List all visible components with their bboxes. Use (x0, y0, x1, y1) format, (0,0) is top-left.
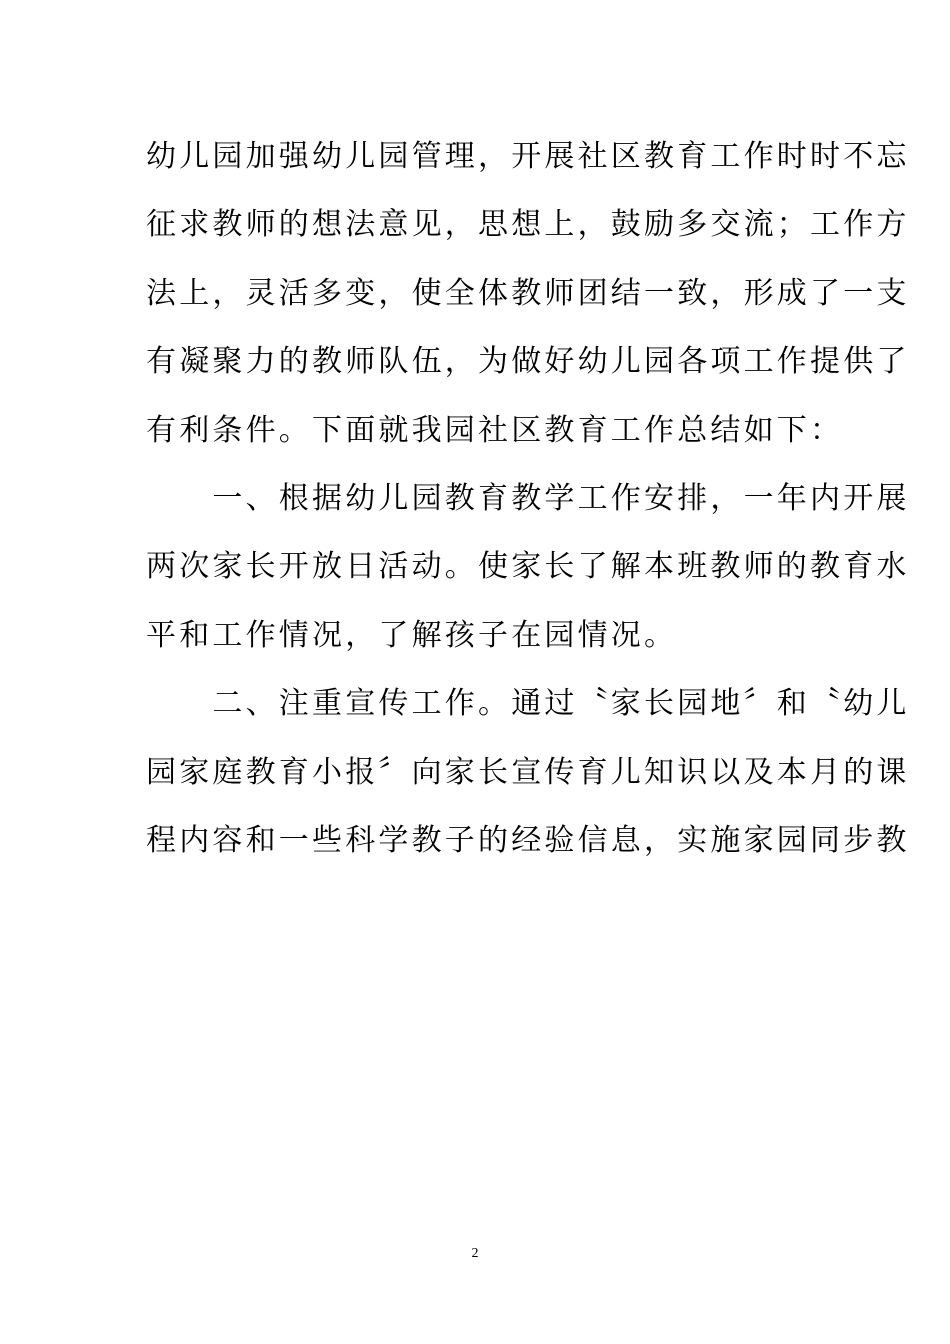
page-number: 2 (471, 1246, 479, 1261)
body-text (146, 123, 910, 875)
text-line-10: 园家庭教育小报〞向家长宣传育儿知识以及本月的课 (146, 754, 910, 790)
text-line-6: 一、根据幼儿园教育教学工作安排，一年内开展 (146, 480, 910, 516)
text-line-4: 有凝聚力的教师队伍，为做好幼儿园各项工作提供了 (146, 344, 910, 380)
text-line-2: 征求教师的想法意见，思想上，鼓励多交流；工作方 (146, 207, 910, 243)
text-line-7: 两次家长开放日活动。使家长了解本班教师的教育水 (146, 549, 910, 585)
text-line-5: 有利条件。下面就我园社区教育工作总结如下： (146, 412, 844, 448)
text-line-9: 二、注重宣传工作。通过〝家长园地〞和〝幼儿 (146, 686, 910, 722)
text-line-3: 法上，灵活多变，使全体教师团结一致，形成了一支 (146, 275, 910, 311)
text-line-8: 平和工作情况，了解孩子在园情况。 (146, 617, 678, 653)
text-line-11: 程内容和一些科学教子的经验信息，实施家园同步教 (146, 822, 910, 858)
text-line-1: 幼儿园加强幼儿园管理，开展社区教育工作时时不忘 (146, 139, 910, 174)
